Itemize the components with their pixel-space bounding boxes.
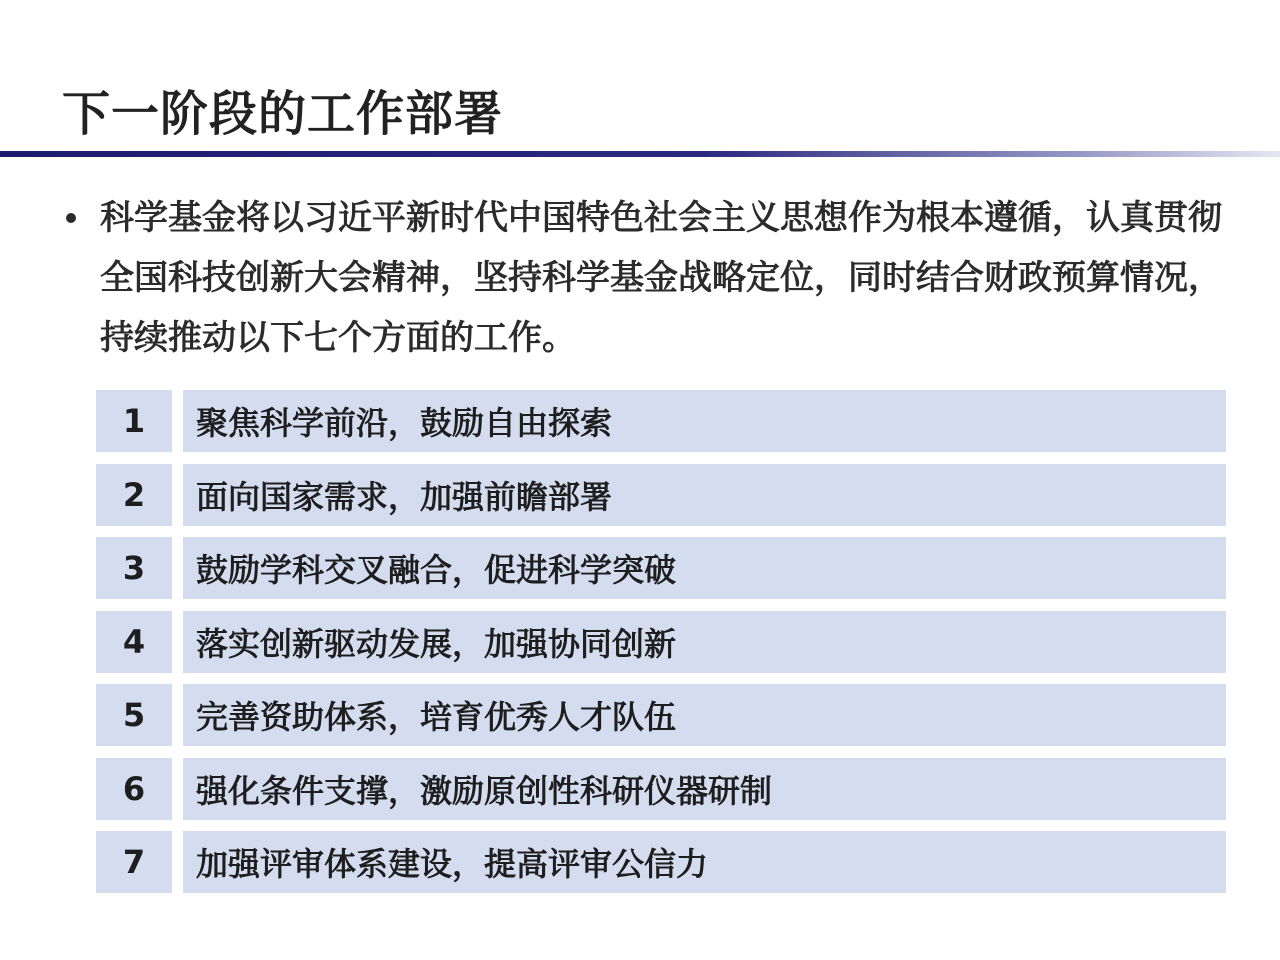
work-item	[96, 758, 1226, 820]
work-item	[96, 464, 1226, 526]
work-item-text: 落实创新驱动发展，加强协同创新	[183, 611, 1226, 673]
work-item	[96, 684, 1226, 746]
work-item-number: 6	[96, 758, 172, 820]
work-item-number: 5	[96, 684, 172, 746]
work-item-number: 1	[96, 390, 172, 452]
bullet-dot-icon	[66, 213, 76, 223]
work-item-text: 鼓励学科交叉融合，促进科学突破	[183, 537, 1226, 599]
work-item-text: 强化条件支撑，激励原创性科研仪器研制	[183, 758, 1226, 820]
work-item-number: 3	[96, 537, 172, 599]
work-item	[96, 537, 1226, 599]
intro-paragraph: 科学基金将以习近平新时代中国特色社会主义思想作为根本遵循，认真贯彻全国科技创新大会精神，坚持科学基金战略定位，同时结合财政预算情况，持续推动以下七个方面的工作。	[100, 198, 1222, 358]
work-item	[96, 390, 1226, 452]
work-item-text: 面向国家需求，加强前瞻部署	[183, 464, 1226, 526]
title-underline	[0, 151, 1280, 157]
work-item	[96, 611, 1226, 673]
slide-title: 下一阶段的工作部署	[62, 86, 504, 142]
work-item-list	[96, 390, 1226, 905]
work-item-number: 4	[96, 611, 172, 673]
work-item-number: 2	[96, 464, 172, 526]
work-item-text: 聚焦科学前沿，鼓励自由探索	[183, 390, 1226, 452]
work-item-text: 完善资助体系，培育优秀人才队伍	[183, 684, 1226, 746]
work-item	[96, 831, 1226, 893]
work-item-text: 加强评审体系建设，提高评审公信力	[183, 831, 1226, 893]
work-item-number: 7	[96, 831, 172, 893]
